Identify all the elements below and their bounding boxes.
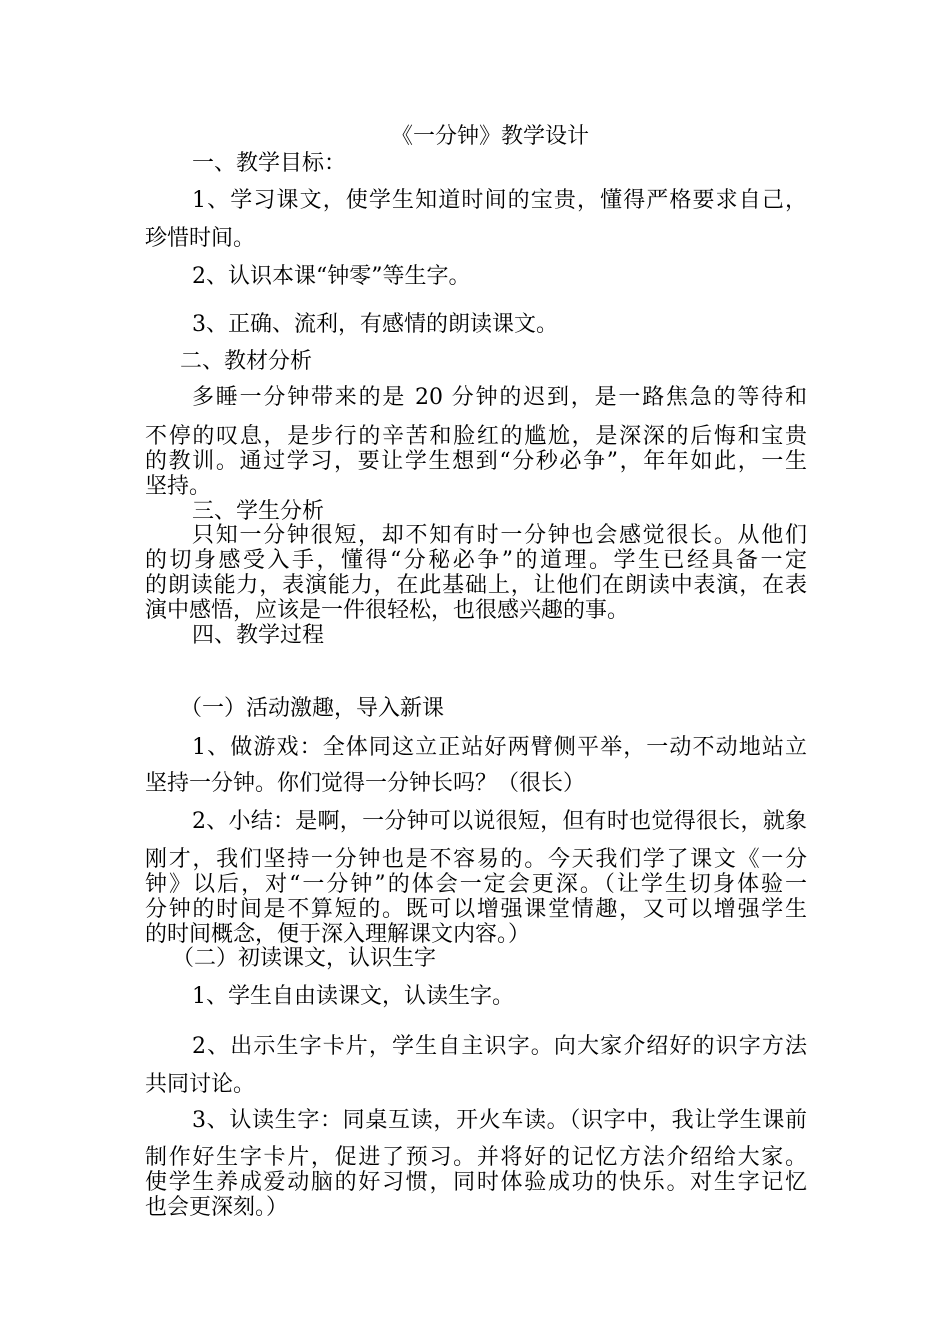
subheading-activity: （一）活动激趣，导入新课 [180,696,445,721]
paragraph-line: 演中感悟，应该是一件很轻松，也很感兴趣的事。 [145,598,630,623]
paragraph-line: 分钟的时间是不算短的。既可以增强课堂情趣，又可以增强学生 [145,897,807,922]
paragraph-line: 使学生养成爱动脑的好习惯，同时体验成功的快乐。对生字记忆 [145,1170,807,1195]
document-title: 《一分钟》教学设计 [390,124,589,149]
heading-teaching-goals: 一、教学目标： [192,151,347,176]
paragraph-line: 制作好生字卡片，促进了预习。并将好的记忆方法介绍给大家。 [145,1145,807,1170]
paragraph-line: 的朗读能力，表演能力，在此基础上，让他们在朗读中表演，在表 [145,573,807,598]
paragraph-line: 共同讨论。 [145,1072,256,1097]
paragraph-line: 3、认读生字：同桌互读，开火车读。（识字中，我让学生课前 [192,1108,807,1133]
paragraph-line: 1、做游戏：全体同这立正站好两臂侧平举，一动不动地站立 [192,735,807,760]
paragraph-line: 的切身感受入手，懂得“分秘必争”的道理。学生已经具备一定 [145,548,807,573]
paragraph-line: 也会更深刻。） [145,1195,289,1220]
paragraph-line: 2、认识本课“钟零”等生字。 [192,264,471,289]
paragraph-line: 不停的叹息，是步行的辛苦和脸红的尴尬，是深深的后悔和宝贵 [145,424,807,449]
paragraph-line: 的时间概念，便于深入理解课文内容。） [145,922,531,947]
paragraph-line: 坚持。 [145,474,212,499]
paragraph-line: 1、学习课文，使学生知道时间的宝贵，懂得严格要求自己， [192,188,807,213]
heading-material-analysis: 二、教材分析 [180,349,313,374]
paragraph-line: 刚才，我们坚持一分钟也是不容易的。今天我们学了课文《一分 [145,847,807,872]
paragraph-line: 珍惜时间。 [145,226,256,251]
heading-student-analysis: 三、学生分析 [192,499,325,524]
heading-teaching-process: 四、教学过程 [192,623,325,648]
paragraph-line: 2、出示生字卡片，学生自主识字。向大家介绍好的识字方法 [192,1034,807,1059]
paragraph-line: 2、小结：是啊，一分钟可以说很短，但有时也觉得很长，就象 [192,809,807,834]
paragraph-line: 只知一分钟很短，却不知有时一分钟也会感觉很长。从他们 [192,523,807,548]
subheading-first-reading: （二）初读课文，认识生字 [172,946,437,971]
paragraph-line: 多睡一分钟带来的是 20 分钟的迟到，是一路焦急的等待和 [192,385,807,410]
paragraph-line: 坚持一分钟。你们觉得一分钟长吗？（很长） [145,771,586,796]
paragraph-line: 的教训。通过学习，要让学生想到“分秒必争”，年年如此，一生 [145,449,807,474]
paragraph-line: 钟》以后，对“一分钟”的体会一定会更深。（让学生切身体验一 [145,872,807,897]
paragraph-line: 1、学生自由读课文，认读生字。 [192,984,514,1009]
paragraph-line: 3、正确、流利，有感情的朗读课文。 [192,312,558,337]
